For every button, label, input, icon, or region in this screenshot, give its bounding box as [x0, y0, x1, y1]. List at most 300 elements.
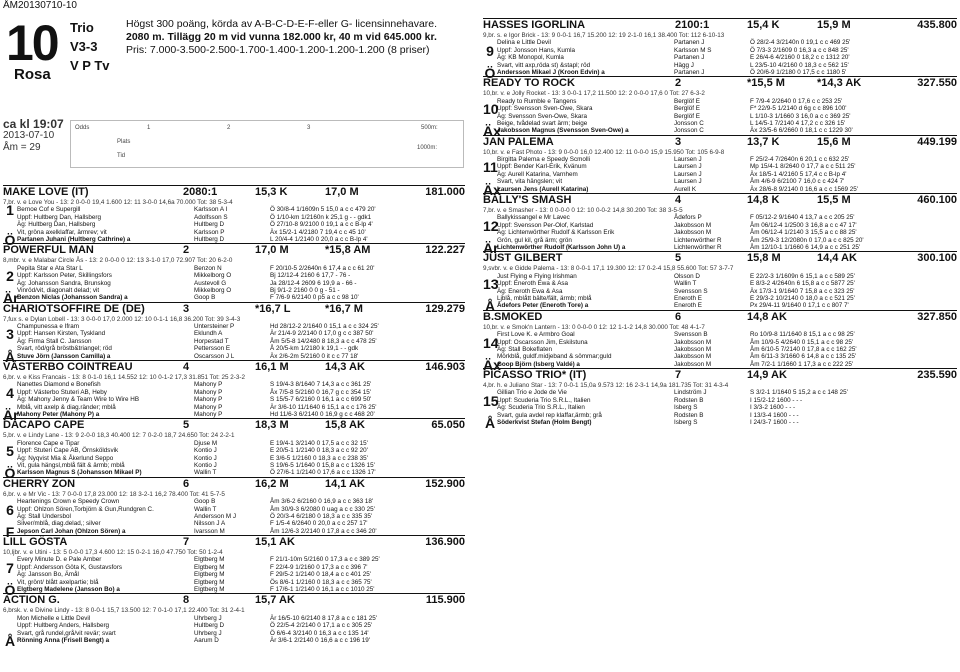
record-b: 17,0 M — [325, 186, 359, 198]
horse-info: Champunessa e Ifram — [17, 323, 79, 331]
horse-odds: 2100:1 — [675, 19, 710, 31]
race-result: Äx 18/5-1 4/2160 5 17,4 c c B-lp 4' — [750, 170, 847, 178]
horse-info: Silver/mblå, diag.delad,; silver — [17, 520, 101, 528]
driver: Andersson M J — [194, 512, 236, 520]
race-line — [483, 156, 957, 163]
race-line — [3, 622, 465, 629]
driver: Mahony P — [194, 396, 223, 404]
race-result: Äx 15/2-1 4/2180 7 19,4 c c 45 10' — [270, 228, 366, 236]
driver: Hultberg D — [194, 235, 225, 243]
race-line — [483, 113, 957, 120]
race-result: Äx 23/5-6 6/2660 0 18,1 c c 1229 30' — [750, 127, 853, 135]
horse-info: Ready to Rumble e Tangens — [497, 97, 577, 105]
race-result: Ö 27/6-1 1/2140 0 17,6 a c c 1326 17' — [270, 469, 376, 477]
race-result: S 3/2-1 1/1640 5 15,2 a c c 148 25' — [750, 389, 848, 397]
record-a: *15,5 M — [747, 77, 785, 90]
horse-header — [3, 185, 465, 199]
placing-grid — [70, 120, 464, 168]
race-result: Åm 25/9-3 12/2080n 0 17,0 a c c 825 20' — [750, 236, 864, 244]
start-position: 12 — [483, 217, 499, 234]
driver: Ivarsson M — [194, 527, 225, 535]
record-b: 15,9 M — [817, 19, 851, 31]
horse-summary: 7,br. v. e Smasher - 13: 0 0-0-0 0 12: 10 0-0-2 14,8 30.200 Tot: 38 3-5-5 — [483, 207, 683, 215]
race-result: Ö 28/2-4 3/2140n 0 19,1 c c 469 25' — [750, 39, 851, 47]
horse-list-right — [483, 18, 957, 432]
horse-info: Goop Björn (Isberg Valdé) a — [497, 360, 580, 368]
prize-money: 327.550 — [917, 77, 957, 90]
start-position — [3, 221, 17, 228]
race-result: F 22/4-9 1/2160 0 17,3 a c c 396 7' — [270, 563, 368, 571]
horse-info: Svart, gula avdel rep klaffar,ärmb; grå — [497, 411, 602, 419]
horse-info: Laursen Jens (Aurell Katarina) — [497, 185, 589, 193]
horse-info: Äg: Svensson Sven-Owe, Skara — [497, 112, 587, 120]
driver: Goop B — [194, 498, 216, 506]
race-result: Åm 06/12-4 1/2140 3 15,5 a c c 88 25' — [750, 229, 857, 237]
track-line: Åm = 29 — [3, 142, 41, 153]
driver: Laursen J — [674, 170, 702, 178]
race-line — [483, 288, 957, 295]
race-line — [483, 171, 957, 178]
race-line — [483, 273, 957, 280]
race-line — [483, 120, 957, 127]
race-result: F 17/6-1 1/2140 0 16,1 a c c 1010 25' — [270, 586, 375, 594]
race-result: Är 16/5-10 6/2140 8 17,8 a c c 181 25' — [270, 614, 377, 622]
driver: Wallin T — [194, 469, 217, 477]
driver: Jakobsson M — [674, 229, 712, 237]
horse-info: Gillian Trio e Jode de Vie — [497, 389, 567, 397]
horse-odds: 5 — [183, 419, 190, 432]
horse-info: Rönning Anna (Frisell Bengt) a — [17, 636, 110, 644]
race-line — [483, 54, 957, 61]
horse-info: Partanen Juhani (Hultberg Cathrine) a — [17, 235, 131, 243]
race-result: I 3/3-2 1600 - - - — [750, 404, 796, 412]
horse-summary: 6,br. v. e Kiss Francais - 13: 8 0-1-0 16,1 14.552 12: 10 0-1-2 17,3 31.851 Tot: 25 2-3-2 — [3, 374, 245, 382]
start-position: Äx — [483, 123, 501, 140]
record-b: 15,8 AK — [325, 419, 365, 432]
horse-info: Uppf: Karlsson Peter, Skillingsfors — [17, 272, 112, 280]
start-position — [483, 404, 497, 411]
race-result: Ro 10/9-8 11/1640 8 15,1 a c c 98 25' — [750, 331, 855, 339]
horse-info: Uppf: Scuderia Trio S.R.L., Italien — [497, 396, 591, 404]
start-position — [483, 113, 497, 120]
horse-header — [483, 193, 957, 207]
driver: Kontio J — [194, 454, 217, 462]
race-result: Hd 28/12-2 2/1640 0 15,1 a c c 324 25' — [270, 323, 379, 331]
horse-name: DACAPO CAPE — [3, 419, 85, 432]
race-line — [3, 579, 465, 586]
horse-odds: 2 — [183, 244, 190, 257]
horse-info: Vit, gröna axelklaffar, ärmrev; vit — [17, 228, 107, 236]
race-result: Ö 27/10-8 9/2100 0 19,1 a c c B-lp 4' — [270, 221, 373, 229]
horse-info: Uppf: Svensson Per-Olof, Karlstad — [497, 221, 594, 229]
driver: Goop B — [194, 294, 216, 302]
race-result: Bj 9/1-2 2160 0 0 g - 51 - — [270, 286, 340, 294]
horse-header — [3, 535, 465, 549]
horse-header — [3, 593, 465, 607]
horse-info: Mahony Peter (Mahony P) a — [17, 410, 100, 418]
driver: Eneroth E — [674, 302, 703, 310]
start-position: 4 — [6, 384, 14, 401]
start-position — [483, 229, 497, 236]
start-position: 5 — [6, 443, 14, 460]
horse-summary: 7,br. v. e Love You - 13: 2 0-0-0 19,4 1.600 12: 11 3-0-0 14,6a 70.000 Tot: 38 5-3-4 — [3, 199, 233, 206]
race-result: L 1/10-3 1/1660 3 16,0 a c c 369 25' — [750, 112, 851, 120]
horse-odds: 8 — [183, 594, 190, 607]
start-position: Ö — [4, 465, 16, 482]
prize-money: 136.900 — [425, 536, 465, 549]
horse-info: Uppf: Svensson Sven-Owe, Skara — [497, 105, 593, 113]
record-a: 14,8 K — [747, 194, 780, 207]
horse-name: POWERFUL MAN — [3, 244, 94, 257]
horse-header — [483, 251, 957, 265]
horse-info: Uppf: Hultberg Dan, Hallsberg — [17, 213, 101, 221]
start-position: 9 — [486, 42, 494, 59]
start-position — [483, 54, 497, 61]
record-a: 16,1 M — [255, 361, 289, 374]
driver: Mahony P — [194, 381, 223, 389]
race-result: Ö 1/10-km 1/2160n k 25,1 g - - gdk1 — [270, 213, 372, 221]
driver: Mahony P — [194, 403, 223, 411]
race-result: Åm 30/9-3 6/2080 0 uag a c c 330 25' — [270, 505, 375, 513]
race-result: L 20/4-4 1/2140 0 20,0 a c c B-lp 4' — [270, 235, 368, 243]
race-result: Åm 6/10-5 7/2140 0 17,8 a c c 162 25' — [750, 345, 857, 353]
start-position — [3, 513, 17, 520]
horse-info: Söderkvist Stefan (Holm Bengt) — [497, 419, 592, 427]
driver: Aarum D — [194, 636, 219, 644]
horse-summary: 8,mbr. v. e Malabar Circle Ås - 13: 2 0-0-0 0 12: 13 3-1-0 17,0 72.907 Tot: 20 6-2-0 — [3, 257, 233, 265]
race-result: Ö 20/6-9 1/2180 0 17,5 c c 1180 5' — [750, 68, 847, 76]
race-result: Ö 30/8-4 1/1609n 5 15,0 a c c 479 20' — [270, 206, 376, 214]
start-position: Äx — [483, 356, 501, 373]
time-line: ca kl 19:07 — [3, 117, 64, 131]
driver: Elgtberg M — [194, 586, 225, 594]
start-position: Å — [484, 415, 496, 432]
prize-money: 327.850 — [917, 310, 957, 323]
start-position: F — [5, 523, 15, 540]
record-a: *16,7 L — [255, 302, 291, 315]
driver: Jakobsson M — [674, 338, 712, 346]
record-a: 15,8 M — [747, 252, 781, 265]
driver: Oscarsson J L — [194, 352, 235, 360]
driver: Berglöf E — [674, 105, 700, 113]
horse-summary: 4,br. h. e Juliano Star - 13: 7 0-0-1 15,0a 9.573 12: 16 2-3-1 14,9a 181.735 Tot: 31 4-3-4 — [483, 382, 729, 390]
horse-header — [483, 76, 957, 90]
start-position — [483, 346, 497, 353]
driver: Partanen J — [674, 39, 705, 47]
horse-odds: 4 — [675, 194, 682, 207]
race-line — [483, 39, 957, 46]
start-position: Å — [4, 632, 16, 649]
race-line — [3, 520, 465, 527]
race-line — [3, 280, 465, 287]
race-result: Åm 12/10-1 1/1660 6 14,9 a c c 251 25' — [750, 243, 861, 251]
start-position — [3, 615, 17, 622]
race-result: Bj 12/12-4 2160 6 17,7 - 76 - — [270, 272, 351, 280]
driver: Mikkelborg O — [194, 272, 232, 280]
horse-info: Svart, röd/grå bröstb&triangel; röd — [17, 345, 112, 353]
horse-info: Uppf: Oscarsson Jim, Eskilstuna — [497, 338, 588, 346]
horse-info: Jepson Carl Johan (Ohlzon Sören) a — [17, 527, 126, 535]
horse-header — [483, 368, 957, 382]
race-result: F 21/1-10m 5/2160 0 17,3 a c c 389 25' — [270, 556, 380, 564]
horse-odds: 5 — [675, 252, 682, 265]
horse-name: ACTION G. — [3, 594, 60, 607]
horse-odds: 6 — [183, 477, 190, 490]
race-result: E 22/2-3 1/1609n 6 15,1 a c c 589 25' — [750, 272, 855, 280]
race-line — [3, 615, 465, 622]
driver: Pettersson E — [194, 345, 231, 353]
start-position: 7 — [6, 559, 14, 576]
driver: Laursen J — [674, 178, 702, 186]
driver: Elgtberg M — [194, 571, 225, 579]
start-position: Äx — [483, 181, 501, 198]
driver: Uhrberg J — [194, 629, 222, 637]
horse-info: Äg: Aurell Katarina, Varnhem — [497, 170, 578, 178]
record-a: 17,0 M — [255, 244, 289, 257]
record-b: 15,5 M — [817, 194, 851, 207]
race-result: E 19/4-1 3/2140 0 17,5 a c c 32 15' — [270, 439, 368, 447]
horse-info: Delina e Little Devil — [497, 39, 551, 47]
driver: Isberg S — [674, 419, 698, 427]
race-line — [483, 331, 957, 338]
driver: Lindström J — [674, 389, 707, 397]
race-line — [3, 287, 465, 294]
horse-info: Mörkblå, guldf.midjeband & sömmar;guld — [497, 353, 612, 361]
race-result: Är 3/6-1 2/2140 0 16,6 a c c 196 19' — [270, 636, 370, 644]
race-result: F 25/2-4 7/2640n 6 20,1 c c 632 25' — [750, 156, 850, 164]
race-line — [483, 214, 957, 221]
type-line: Trio — [70, 20, 94, 35]
prize-money: 115.900 — [425, 594, 465, 607]
driver: Austevoll G — [194, 279, 227, 287]
race-result: Å 20/5-km 1/2180 k 19,1 - - gdk — [270, 345, 359, 353]
horse-info: Karlsson Magnus S (Johansson Mikael P) — [17, 469, 142, 477]
horse-summary: 10,br. v. e Jolly Rocket - 13: 3 0-0-1 17,2 11.500 12: 2 0-0-0 17,6 0 Tot: 27 6-3-2 — [483, 90, 705, 98]
driver: Jakobsson M — [674, 345, 712, 353]
race-result: Åm 3/6-2 6/2160 0 16,9 a c c 363 18' — [270, 498, 374, 506]
horse-info: Grön, gul kil, grå ärm; grön — [497, 236, 572, 244]
odds-label: Odds — [75, 125, 90, 131]
horse-info: Lichtenwörther Rudolf (Karlsson John U) a — [497, 243, 626, 251]
race-result: Åm 5/5-8 14/2480 8 18,3 a c c 478 25' — [270, 337, 377, 345]
race-result: Åm 4/6-9 6/2100 7 16,0 c c 424 7' — [750, 178, 845, 186]
horse-info: Äg: Stall Undersbol — [17, 512, 71, 520]
start-position: Ö — [4, 582, 16, 599]
race-line — [483, 178, 957, 185]
start-position: 3 — [6, 326, 14, 343]
horse-info: Uppf: Västerbo Stuteri AB, Heby — [17, 388, 107, 396]
race-time — [3, 118, 64, 154]
horse-info: Mblå, vitt axelp & diag.ränder; mblå — [17, 403, 116, 411]
horse-name: CHARIOTSOFFIRE DE (DE) — [3, 302, 145, 315]
col-label: 1 — [147, 125, 151, 131]
horse-summary: 10,ljbr. v. e Utini - 13: 5 0-0-0 17,3 4.600 12: 15 0-2-1 16,0 47.750 Tot: 50 1-2-4 — [3, 549, 223, 557]
race-result: F 29/5-2 1/2140 0 18,4 a c c 401 25' — [270, 571, 371, 579]
race-line — [3, 556, 465, 563]
horse-info: Vit, grönt/ blått axelpartie; blå — [17, 578, 99, 586]
horse-info: Äg: Nyqvist Mia & Åkerlund Seppo — [17, 454, 114, 462]
record-b: *14,3 AK — [817, 77, 862, 90]
start-position — [3, 455, 17, 462]
driver: Olsson D — [674, 272, 700, 280]
horse-name: READY TO ROCK — [483, 77, 575, 90]
horse-info: Äg: Hultberg Dan, Hallsberg — [17, 221, 96, 229]
record-b: *15,8 AM — [325, 244, 371, 257]
driver: Mikkelborg O — [194, 286, 232, 294]
start-position: Å — [484, 298, 496, 315]
horse-info: Ballykissangel e Mr Lavec — [497, 214, 570, 222]
prize-money: 435.800 — [917, 19, 957, 31]
desc-line: Pris: 7.000-3.500-2.500-1.700-1.400-1.200-1.200-1.200 (8 priser) — [126, 44, 430, 56]
race-result: Hd 11/6-3 6/2140 0 16,9 g c c 468 20' — [270, 410, 375, 418]
type-line: V P Tv — [70, 58, 110, 73]
horse-info: Nanettes Diamond e Bonefish — [17, 381, 101, 389]
horse-name: B.SMOKED — [483, 310, 543, 323]
horse-info: Äg: Johansson Sandra, Brunskog — [17, 279, 111, 287]
prize-money: 146.903 — [425, 361, 465, 374]
driver: Karlsson M S — [674, 46, 712, 54]
horse-name: JUST GILBERT — [483, 252, 563, 265]
race-description — [126, 18, 466, 57]
horse-info: Florence Cape e Tipar — [17, 439, 80, 447]
driver: Elgtberg M — [194, 556, 225, 564]
race-line — [3, 404, 465, 411]
start-position: 14 — [483, 334, 499, 351]
race-result: Ja 28/12-4 2609 6 19,9 a - 66 - — [270, 279, 357, 287]
col-label: 3 — [307, 125, 311, 131]
horse-info: Every Minute D. e Pale Amber — [17, 556, 102, 564]
race-line — [3, 221, 465, 228]
start-position: Är — [483, 239, 499, 256]
race-line — [483, 62, 957, 69]
date-line: 2013-07-10 — [3, 130, 55, 141]
race-result: Åm 10/9-5 4/2640 0 15,1 a c c 98 25' — [750, 338, 854, 346]
race-result: S 19/4-3 8/1640 7 14,3 a c c 361 25' — [270, 381, 372, 389]
horse-info: Vinröd/vit, diagonalt delad; vit — [17, 286, 100, 294]
start-position: 10 — [483, 101, 499, 118]
horse-info: Jakobsson Magnus (Svensson Sven-Owe) a — [497, 127, 629, 135]
race-result: I 15/2-12 1600 - - - — [750, 396, 803, 404]
record-a: 14,9 AK — [747, 369, 787, 382]
driver: Adolfsson S — [194, 213, 228, 221]
start-position: 2 — [6, 268, 14, 285]
driver: Jakobsson M — [674, 353, 712, 361]
driver: Mahony P — [194, 388, 223, 396]
driver: Jakobsson M — [674, 221, 712, 229]
driver: Horpestad T — [194, 337, 229, 345]
horse-name: VÄSTERBO COINTREAU — [3, 361, 133, 374]
horse-info: Pepita Star e Ata Star L — [17, 264, 83, 272]
horse-name: JAN PALEMA — [483, 135, 554, 148]
start-position: Å — [4, 348, 16, 365]
driver: Partanen J — [674, 54, 705, 62]
prize-money: 300.100 — [917, 252, 957, 265]
race-line — [3, 462, 465, 469]
driver: Jonsson C — [674, 127, 704, 135]
horse-info: Äg: Mahony Jenny & Team Wire to Wire HB — [17, 396, 140, 404]
record-a: 18,3 M — [255, 419, 289, 432]
horse-info: Äg: KB Monopol, Kumla — [497, 54, 564, 62]
horse-name: CHERRY ZON — [3, 477, 76, 490]
horse-odds: 3 — [675, 135, 682, 148]
horse-name: PICASSO TRIO* (IT) — [483, 369, 587, 382]
horse-odds: 6 — [675, 310, 682, 323]
horse-odds: 4 — [183, 361, 190, 374]
desc-line: 2080 m. Tillägg 20 m vid vunna 182.000 kr, 40 m vid 645.000 kr. — [126, 31, 437, 43]
driver: Elgtberg M — [194, 578, 225, 586]
type-line: V3-3 — [70, 39, 98, 54]
race-line — [483, 389, 957, 396]
record-a: 15,3 K — [255, 186, 288, 198]
horse-info: Vit, gula hängsl,mblå fält & ärmb; mblå — [17, 461, 125, 469]
horse-summary: 10,br. v. e Fast Photo - 13: 9 0-0-0 16,0 12.400 12: 11 0-0-0 15,9 15.950 Tot: 105 6-9-8 — [483, 148, 725, 156]
horse-info: Mon Michelle e Little Devil — [17, 614, 91, 622]
driver: Aurell K — [674, 185, 697, 193]
tid-label: Tid — [117, 153, 126, 159]
horse-info: Uppf: Stuteri Cape AB, Örnsköldsvik — [17, 447, 119, 455]
horse-info: Birgitta Palema e Speedy Scmolli — [497, 156, 591, 164]
race-result: Ös 8/6-1 1/2160 0 18,3 a c c 365 75' — [270, 578, 372, 586]
prize-money: 235.590 — [917, 369, 957, 382]
start-position: Är — [3, 406, 19, 423]
horse-header — [483, 310, 957, 324]
horse-header — [3, 243, 465, 257]
horse-odds: 7 — [675, 369, 682, 382]
driver: Lichtenwörther R — [674, 236, 722, 244]
horse-name: HASSES IGORLINA — [483, 19, 586, 31]
horse-info: Äg: Stall Bokeflaten — [497, 345, 552, 353]
race-line — [3, 323, 465, 330]
prize-money: 181.000 — [425, 186, 465, 198]
horse-name: BALLY'S SMASH — [483, 194, 572, 207]
driver: Wallin T — [674, 280, 697, 288]
prize-money: 152.900 — [425, 477, 465, 490]
driver: Ådefors P — [674, 214, 702, 222]
horse-info: Elgtberg Madelene (Jansson Bo) a — [17, 586, 120, 594]
horse-name: MAKE LOVE (IT) — [3, 186, 89, 198]
driver: Benzon N — [194, 264, 222, 272]
race-result: Åm 12/6-3 2/2140 0 17,8 a c c 346 20' — [270, 527, 377, 535]
race-result: Åm 6/11-3 3/1660 6 14,8 a c c 135 25' — [750, 353, 857, 361]
race-line — [483, 98, 957, 105]
race-result: E 3/6-5 1/2160 0 18,3 a c c 238 35' — [270, 454, 368, 462]
driver: Isberg S — [674, 404, 698, 412]
record-a: 14,8 AK — [747, 310, 787, 323]
horse-summary: 9,svbr. v. e Gidde Palema - 13: 8 0-0-1 17,1 19.300 12: 17 0-2-4 15,8 55.600 Tot: 57 3-7-7 — [483, 265, 734, 273]
horse-info: Äg: Jansson Bo, Ämål — [17, 571, 79, 579]
race-result: Ö 22/5-4 2/2140 0 17,1 a c c 305 25' — [270, 622, 373, 630]
driver: Svensson B — [674, 331, 708, 339]
horse-info: Uppf: Eneroth Ewa & Asa — [497, 280, 569, 288]
horse-summary: 10,br. v. e Smok'n Lantern - 13: 0 0-0-0 0 12: 12 1-1-2 14,8 30.000 Tot: 48 4-1-7 — [483, 323, 705, 331]
color-label: Rosa — [14, 66, 51, 83]
start-position — [3, 214, 17, 221]
race-result: F* 22/9-5 1/2140 d 6g c c 896 100' — [750, 105, 847, 113]
driver: Berglöf E — [674, 112, 700, 120]
start-position: 13 — [483, 276, 499, 293]
race-result: E 26/4-6 4/2160 0 18,2 c c 1312 20' — [750, 54, 850, 62]
driver: Rodsten B — [674, 396, 704, 404]
driver: Jonsson C — [674, 119, 704, 127]
horse-info: Svart, vitt axp,röda st) &stapl; röd — [497, 61, 591, 69]
race-result: Är 3/6-10 11/1640 6 15,1 a c c 176 25' — [270, 403, 377, 411]
driver: Eklundh A — [194, 330, 223, 338]
record-b: 14,4 AK — [817, 252, 857, 265]
race-number: 10 — [6, 15, 58, 71]
race-result: S 19/6-5 1/1640 0 15,8 a c c 1326 15' — [270, 461, 375, 469]
horse-summary: 6,brsk. v. e Divine Lindy - 13: 8 0-0-1 15,7 13.500 12: 7 0-1-0 17,1 22.400 Tot: 31 2-4-1 — [3, 607, 245, 615]
record-b: 15,6 M — [817, 135, 851, 148]
